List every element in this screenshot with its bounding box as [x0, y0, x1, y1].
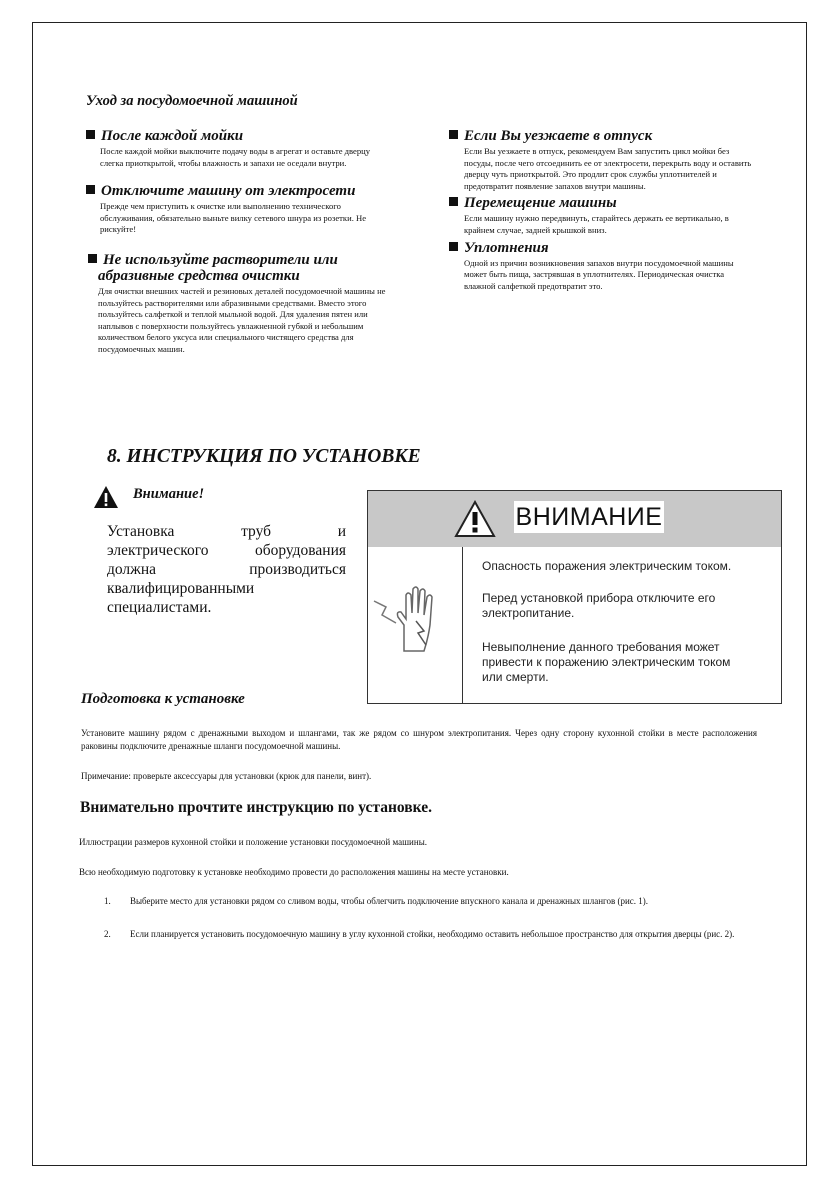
- care-left-column: [86, 128, 402, 356]
- note-accessories: Примечание: проверьте аксессуары для установки (крюк для панели, винт).: [81, 771, 372, 781]
- subheading-after-wash: После каждой мойки: [86, 128, 402, 144]
- subheading-vacation: Если Вы уезжаете в отпуск: [449, 128, 759, 144]
- illustrations-paragraph: Иллюстрации размеров кухонной стойки и положение установки посудомоечной машины.: [79, 837, 427, 847]
- care-title: Уход за посудомоечной машиной: [86, 93, 298, 109]
- bullet-square-icon: [449, 130, 458, 139]
- subheading-moving: Перемещение машины: [449, 195, 759, 211]
- read-instructions-heading: Внимательно прочтите инструкцию по установке.: [80, 799, 432, 816]
- prep-before-paragraph: Всю необходимую подготовку к установке необходимо провести до расположения машины на месте установки.: [79, 867, 509, 877]
- warning-box-title: ВНИМАНИЕ: [515, 503, 663, 531]
- list-item: 1. Выберите место для установки рядом со сливом воды, чтобы облегчить подключение впускного канала и дренажных шлангов (рис. 1).: [104, 896, 649, 906]
- subheading-no-solvents: Не используйте растворители или абразивные средства очистки: [88, 252, 402, 284]
- prep-paragraph: Установите машину рядом с дренажными выходом и шлангами, так же рядом со шнуром электропитания. Через одну сторону кухонной стойки в месте расположения раковины подключите дренажные шланги посудомоечной машины.: [81, 728, 757, 751]
- paragraph-vacation: Если Вы уезжаете в отпуск, рекомендуем Вам запустить цикл мойки без посуды, после чего отсоединить ее от электросети, перекрыть воду и оставить дверцу чуть приоткрытой. Это продлит срок службы уплотнителей и предотвратит появление запахов внутри машины.: [464, 146, 752, 191]
- bullet-square-icon: [88, 254, 97, 263]
- electric-shock-warning-box: [367, 490, 782, 704]
- hand-shock-icon: [372, 581, 458, 659]
- bullet-square-icon: [449, 197, 458, 206]
- care-right-column: [449, 128, 759, 292]
- paragraph-unplug: Прежде чем приступить к очистке или выполнению технического обслуживания, обязательно выньте вилку сетевого шнура из розетки. Не рискуйте!: [100, 201, 367, 235]
- paragraph-after-wash: После каждой мойки выключите подачу воды в агрегат и оставьте дверцу слегка приоткрытой, чтобы влажность и запахи не оседали внутри.: [100, 146, 371, 168]
- attention-label: Внимание!: [133, 486, 205, 502]
- attention-text: [107, 522, 346, 617]
- warning-triangle-icon: [454, 500, 496, 538]
- attention-line: квалифицированными: [107, 580, 255, 597]
- warning-triangle-icon: [93, 485, 119, 509]
- warning-line-1: Опасность поражения электрическим током.: [482, 559, 732, 573]
- warning-box-divider: [462, 547, 463, 703]
- attention-line: должна производиться: [107, 561, 346, 578]
- warning-box-header: [368, 491, 781, 547]
- bullet-square-icon: [86, 185, 95, 194]
- subheading-seals: Уплотнения: [449, 240, 759, 256]
- warning-line-2: Перед установкой прибора отключите его электропитание.: [482, 591, 716, 620]
- list-item: 2. Если планируется установить посудомоечную машину в углу кухонной стойки, необходимо оставить небольшое пространство для открытия дверцы (рис. 2).: [104, 928, 735, 939]
- warning-line-3: Невыполнение данного требования может привести к поражению электрическим током или смерти.: [482, 640, 731, 684]
- paragraph-moving: Если машину нужно передвинуть, старайтесь держать ее вертикально, в крайнем случае, задней крышкой вниз.: [464, 213, 729, 235]
- prep-title: Подготовка к установке: [81, 691, 245, 707]
- steps-list: [104, 895, 760, 940]
- paragraph-seals: Одной из причин возникновения запахов внутри посудомоечной машины может быть пища, застрявшая в уплотнителях. Периодическая очистка влажной салфеткой предотвратит это.: [464, 257, 734, 291]
- bullet-square-icon: [86, 130, 95, 139]
- attention-line: Установка труб и: [107, 523, 346, 540]
- bullet-square-icon: [449, 242, 458, 251]
- subheading-unplug: Отключите машину от электросети: [86, 183, 402, 199]
- attention-line: электрического оборудования: [107, 542, 346, 559]
- paragraph-no-solvents: Для очистки внешних частей и резиновых деталей посудомоечной машины не пользуйтесь растворителями или абразивными средствами. Вместо этого пользуйтесь салфеткой и теплой мыльной водой. Для удаления пятен или наплывов с поверхности пользуйтесь увлажненной губкой и небольшим количеством белого уксуса или специального чистящего средства для посудомоечных машин.: [98, 285, 386, 354]
- section-heading-installation: 8. ИНСТРУКЦИЯ ПО УСТАНОВКЕ: [107, 446, 421, 467]
- attention-line: специалистами.: [107, 599, 212, 616]
